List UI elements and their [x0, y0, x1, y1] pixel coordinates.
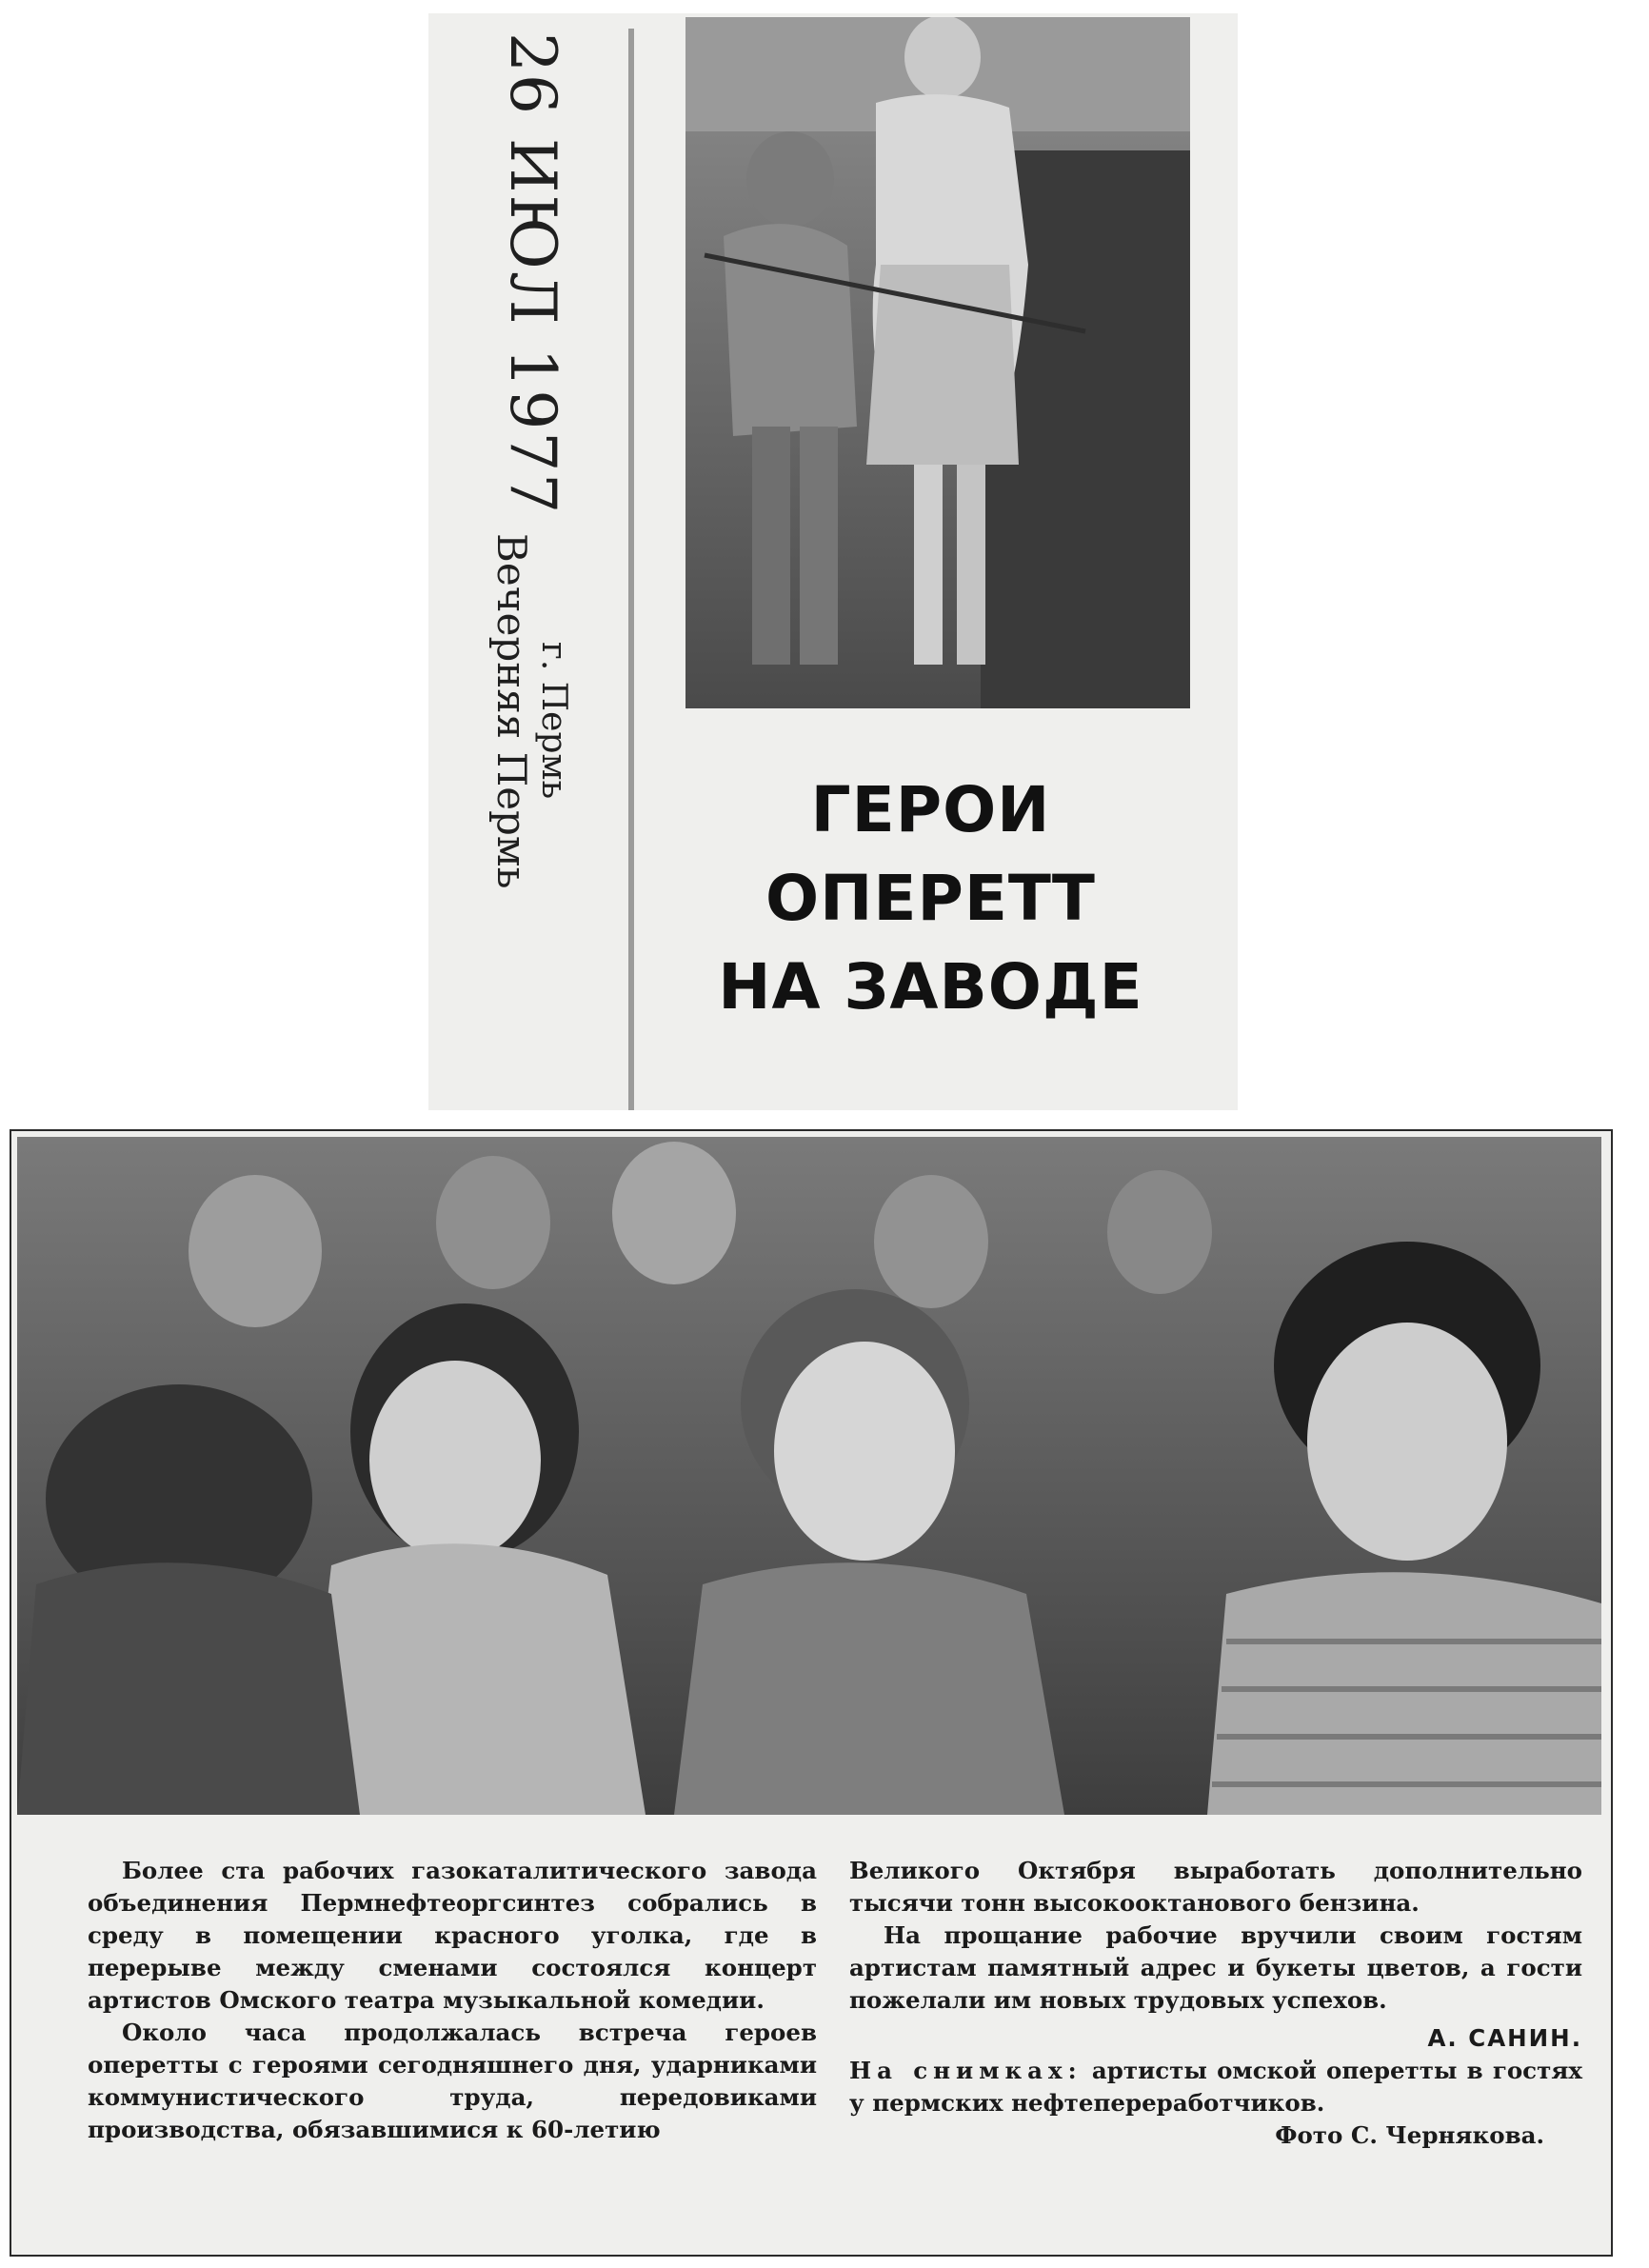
article-paragraph: Более ста рабочих газокаталитического завода объединения Пермнефтеоргсинтез собрались в среду в помещении красного уголка, где в перерыве между сменами состоялся концерт артистов Омского театра музыкальной комедии. — [88, 1857, 817, 2014]
date-stamp — [467, 13, 581, 1110]
headline-line-2: ОПЕРЕТТ — [765, 862, 1096, 935]
photo-operetta-performance — [685, 17, 1190, 708]
headline-line-3: НА ЗАВОДЕ — [718, 950, 1143, 1024]
stamp-newspaper: Вечерняя Пермь — [488, 533, 535, 889]
bottom-clipping — [10, 1129, 1613, 2257]
article-column-1 — [88, 1855, 817, 2146]
article-paragraph: Великого Октября выработать дополнительно тысячи тонн высокооктанового бензина. — [849, 1857, 1582, 1917]
photo-audience — [17, 1137, 1601, 1815]
article-column-2 — [849, 1855, 1582, 2152]
top-clipping — [428, 13, 1238, 1110]
headline-line-1: ГЕРОИ — [810, 773, 1051, 846]
performance-photo-image — [685, 17, 1190, 708]
photo-caption — [849, 2055, 1582, 2119]
audience-photo-image — [17, 1137, 1601, 1815]
caption-text: артисты омской оперетты в гостях у пермских нефтепереработчиков. — [849, 2057, 1582, 2117]
caption-label: На снимках: — [849, 2057, 1083, 2084]
stamp-city: г. Пермь — [534, 642, 573, 800]
article-paragraph: Около часа продолжалась встреча героев оперетты с героями сегодняшнего дня, ударниками коммунистического труда, передовиками производства, обязавшимися к 60-летию — [88, 2019, 817, 2143]
stamp-date: 26 ИЮЛ 1977 — [496, 32, 569, 516]
article-author: А. САНИН. — [1427, 2024, 1582, 2052]
headline — [633, 766, 1228, 1031]
photo-credit: Фото С. Чернякова. — [1275, 2121, 1544, 2149]
article-paragraph: На прощание рабочие вручили своим гостям артистам памятный адрес и букеты цветов, а гости пожелали им новых трудовых успехов. — [849, 1921, 1582, 2014]
